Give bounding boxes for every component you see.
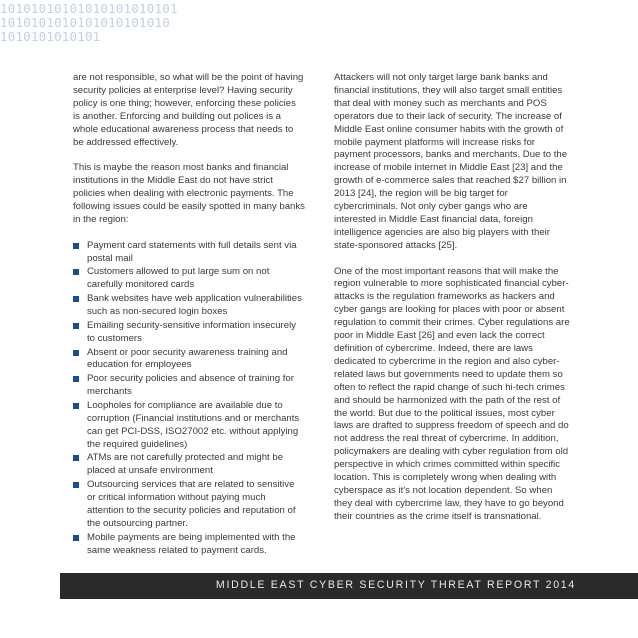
list-item [73,320,305,346]
list-item-text: Payment card statements with full details sent via postal mail [87,239,297,264]
bullet-square-icon [73,269,79,275]
bullet-square-icon [73,403,79,409]
binary-header-decoration [0,2,178,44]
list-item [73,373,305,399]
list-item [73,240,305,266]
left-paragraph-2: This is maybe the reason most banks and financial institutions in the Middle East do not have strict policies when dealing with electronic payments. The following issues could be easily spotted in many banks in the region: [73,162,305,225]
list-item [73,293,305,319]
bullet-square-icon [73,455,79,461]
list-item [73,347,305,373]
bullet-square-icon [73,350,79,356]
bullet-square-icon [73,535,79,541]
right-paragraph-2: One of the most important reasons that will make the region vulnerable to more sophisticated financial cyber-attacks is the regulation frameworks as hackers and cyber gangs are looking for places with poor or absent regulation to commit their crimes. Cyber regulations are poor in Middle East [26] and even lack the correct definition of cybercrime. Indeed, there are laws dedicated to cybercrime in the region and also cyber-related laws but governments need to update them so often to reflect the rapid change of such hi-tech crimes and should be harmonized with the path of the rest of the world. But due to the political issues, most cyber laws are drafted to suppress freedom of speech and do not address the real threat of cybercrime. In addition, policymakers are dealing with cyber regulation from old perspective in which crimes committed within specific location. This is completely wrong when dealing with cyberspace as it's not location dependent. So when they deal with cybercrime law, they have to go beyond their countries as the crime itself is transnational. [334,265,570,522]
list-item-text: Outsourcing services that are related to sensitive or critical information without paying much attention to the security policies and reputation of the outsourcing partner. [87,479,296,529]
list-item [73,452,305,478]
report-title: MIDDLE EAST CYBER SECURITY THREAT REPORT 2014 [215,579,576,591]
bullet-square-icon [73,323,79,329]
binary-line: 1010101010101 [0,29,101,44]
list-item [73,400,305,452]
bullet-square-icon [73,482,79,488]
list-item [73,479,305,531]
list-item-text: Poor security policies and absence of training for merchants [87,373,294,398]
binary-line: 10101010101010101010101 [0,1,178,16]
list-item [73,532,305,558]
left-paragraph-1: are not responsible, so what will be the point of having security policies at enterprise level? Having security policy is one thing; however, enforcing these policies is another. Enforcing and building out polices is a whole educational awareness process that needs to be addressed effectively. [73,72,304,148]
right-paragraph-1: Attackers will not only target large bank banks and financial institutions, they will also target small entities that deal with money such as merchants and POS operators due to their lack of security. The increase of Middle East online consumer habits with the growth of mobile payment platforms will increase risks for payment processors, banks and merchants. Due to the increase of mobile internet in Middle East [23] and the growth of e-commerce sales that reached $27 billion in 2013 [24], the region will be big target for cybercriminals. Not only cyber gangs who are interested in Middle East financial data, foreign intelligence agencies are also big players with their state-sponsored attacks [25]. [334,72,568,251]
list-item-text: Emailing security-sensitive information insecurely to customers [87,319,297,344]
list-item [73,266,305,292]
issues-list [73,240,305,558]
left-column [73,72,305,558]
right-column [334,72,570,537]
list-item-text: Customers allowed to put large sum on not carefully monitored cards [87,266,270,291]
bullet-square-icon [73,296,79,302]
list-item-text: ATMs are not carefully protected and might be placed at unsafe environment [87,452,284,477]
list-item-text: Loopholes for compliance are available due to corruption (Financial institutions and or merchants can get PCI-DSS, ISO27002 etc. without applying the required guidelines) [87,399,300,450]
list-item-text: Mobile payments are being implemented with the same weakness related to payment cards. [87,531,296,556]
bullet-square-icon [73,243,79,249]
bullet-square-icon [73,376,79,382]
footer-bar [60,573,638,599]
list-item-text: Bank websites have web application vulnerabilities such as non-secured login boxes [87,293,302,318]
binary-line: 1010101010101010101010 [0,15,170,30]
list-item-text: Absent or poor security awareness training and education for employees [87,346,288,371]
